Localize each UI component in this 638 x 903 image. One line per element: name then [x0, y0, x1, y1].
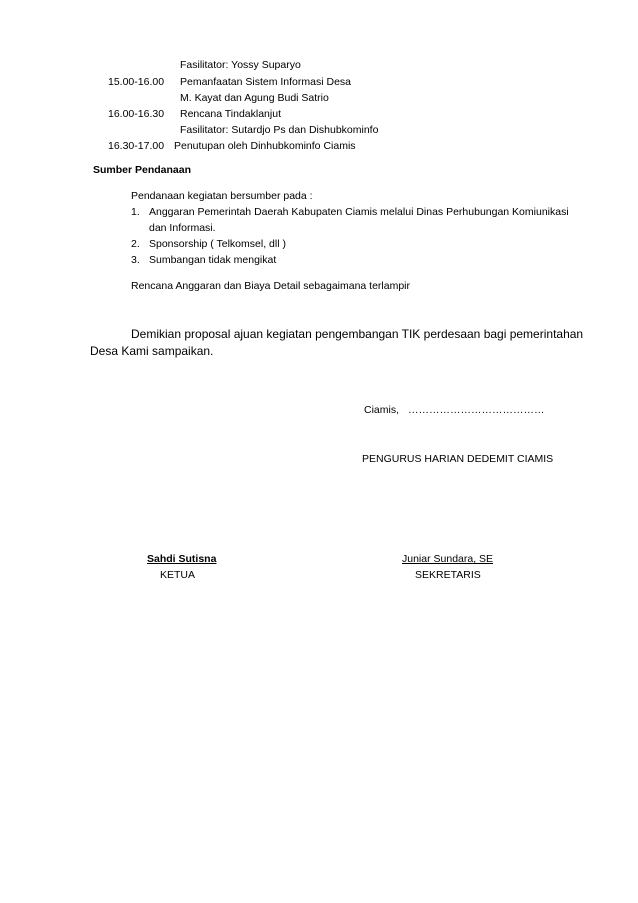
- schedule-line: Rencana Tindaklanjut: [180, 108, 281, 120]
- funding-heading: Sumber Pendanaan: [93, 164, 192, 176]
- schedule-time: 16.00-16.30: [108, 108, 165, 120]
- funding-item: [131, 236, 286, 252]
- funding-item-number: 1.: [131, 206, 140, 218]
- funding-item-text-cont: dan Informasi.: [149, 222, 216, 234]
- signature-date-blank: …………………………………: [407, 404, 545, 416]
- funding-item-number: 2.: [131, 238, 140, 250]
- schedule-time: 15.00-16.00: [108, 76, 165, 88]
- schedule-line: Fasilitator: Sutardjo Ps dan Dishubkominfo: [180, 124, 379, 136]
- schedule-line: M. Kayat dan Agung Budi Satrio: [180, 92, 329, 104]
- funding-item: [131, 252, 276, 268]
- funding-item: [131, 204, 569, 220]
- funding-item-text: Sponsorship ( Telkomsel, dll ): [149, 238, 286, 250]
- signatory-right-name: Juniar Sundara, SE: [402, 553, 494, 565]
- funding-item-text: Anggaran Pemerintah Daerah Kabupaten Ciamis melalui Dinas Perhubungan Komiunikasi: [149, 206, 569, 218]
- closing-line: Demikian proposal ajuan kegiatan pengembangan TIK perdesaan bagi pemerintahan: [131, 327, 584, 341]
- signature-place: Ciamis,: [364, 404, 400, 416]
- schedule-line: Penutupan oleh Dinhubkominfo Ciamis: [174, 140, 356, 152]
- schedule-time: 16.30-17.00: [108, 140, 165, 152]
- schedule-line: Pemanfaatan Sistem Informasi Desa: [180, 76, 351, 88]
- signatory-right-role: SEKRETARIS: [415, 569, 481, 581]
- funding-note: Rencana Anggaran dan Biaya Detail sebagaimana terlampir: [131, 280, 411, 292]
- closing-line: Desa Kami sampaikan.: [90, 344, 214, 358]
- signatory-left-name: Sahdi Sutisna: [147, 553, 217, 565]
- organization-name: PENGURUS HARIAN DEDEMIT CIAMIS: [362, 453, 554, 465]
- funding-intro: Pendanaan kegiatan bersumber pada :: [131, 190, 313, 202]
- funding-item-number: 3.: [131, 254, 140, 266]
- funding-item-text: Sumbangan tidak mengikat: [149, 254, 277, 266]
- signatory-left-role: KETUA: [160, 569, 196, 581]
- schedule-line: Fasilitator: Yossy Suparyo: [180, 59, 301, 71]
- signature-place-date: [364, 402, 544, 418]
